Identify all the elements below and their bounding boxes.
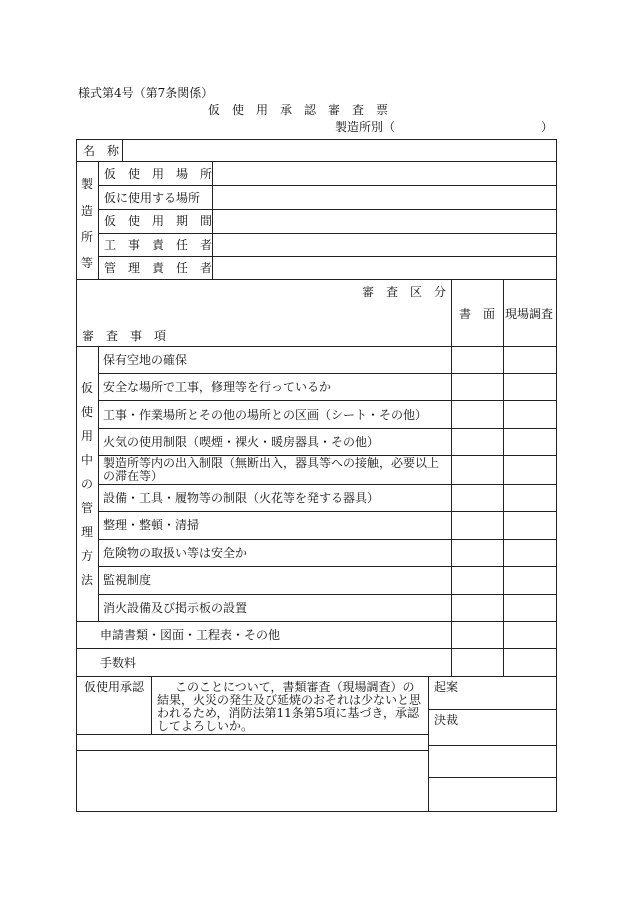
management-item: 製造所等内の出入制限（無断出入，器具等への接触，必要以上の滞在等） xyxy=(103,456,440,483)
column-site-survey: 現場調査 xyxy=(505,307,554,321)
name-label: 名 称 xyxy=(83,144,120,158)
management-item: 危険物の取扱い等は安全か xyxy=(103,546,248,560)
facility-row: 仮 使 用 場 所 xyxy=(104,167,213,181)
review-item-label: 審 査 事 項 xyxy=(82,329,167,343)
approval-text: このことについて，書類審査（現場調査）の結果，火災の発生及び延焼のおそれは少ないと思われるため，消防法第11条第5項に基づき，承認してよろしいか。 xyxy=(157,680,422,733)
management-item: 工事・作業場所とその他の場所との区画（シート・その他） xyxy=(103,408,428,422)
management-item: 火気の使用制限（喫煙・裸火・暖房器具・その他） xyxy=(103,435,380,449)
facility-row: 工 事 責 任 者 xyxy=(104,238,213,252)
draft-label: 起案 xyxy=(434,680,459,694)
management-item: 消火設備及び掲示板の設置 xyxy=(103,601,248,615)
management-item: 安全な場所で工事，修理等を行っているか xyxy=(103,380,332,394)
location-close: ） xyxy=(541,120,554,134)
location-label: 製造所別（ xyxy=(335,120,396,134)
decision-label: 決裁 xyxy=(434,713,459,727)
management-item: 保有空地の確保 xyxy=(103,353,188,367)
review-category-label: 審 査 区 分 xyxy=(362,285,447,299)
column-document: 書 面 xyxy=(459,307,496,321)
documents-item: 申請書類・図面・工程表・その他 xyxy=(100,628,281,642)
management-item: 整理・整頓・清掃 xyxy=(103,518,200,532)
management-label: 仮 使 用 中 の 管 理 方 法 xyxy=(80,381,93,587)
management-item: 監視制度 xyxy=(103,573,152,587)
fee-item: 手数料 xyxy=(100,656,137,670)
management-item: 設備・工具・履物等の制限（火花等を発する器具） xyxy=(103,491,380,505)
facility-row: 仮 使 用 期 間 xyxy=(104,214,213,228)
facility-row: 管 理 責 任 者 xyxy=(104,261,213,275)
form-title: 仮 使 用 承 認 審 査 票 xyxy=(208,103,389,117)
facility-row: 仮に使用する場所 xyxy=(104,191,201,205)
form-number: 様式第4号（第7条関係） xyxy=(78,86,214,100)
approval-label: 仮使用承認 xyxy=(84,680,145,694)
facility-label: 製 造 所 等 xyxy=(80,177,93,270)
